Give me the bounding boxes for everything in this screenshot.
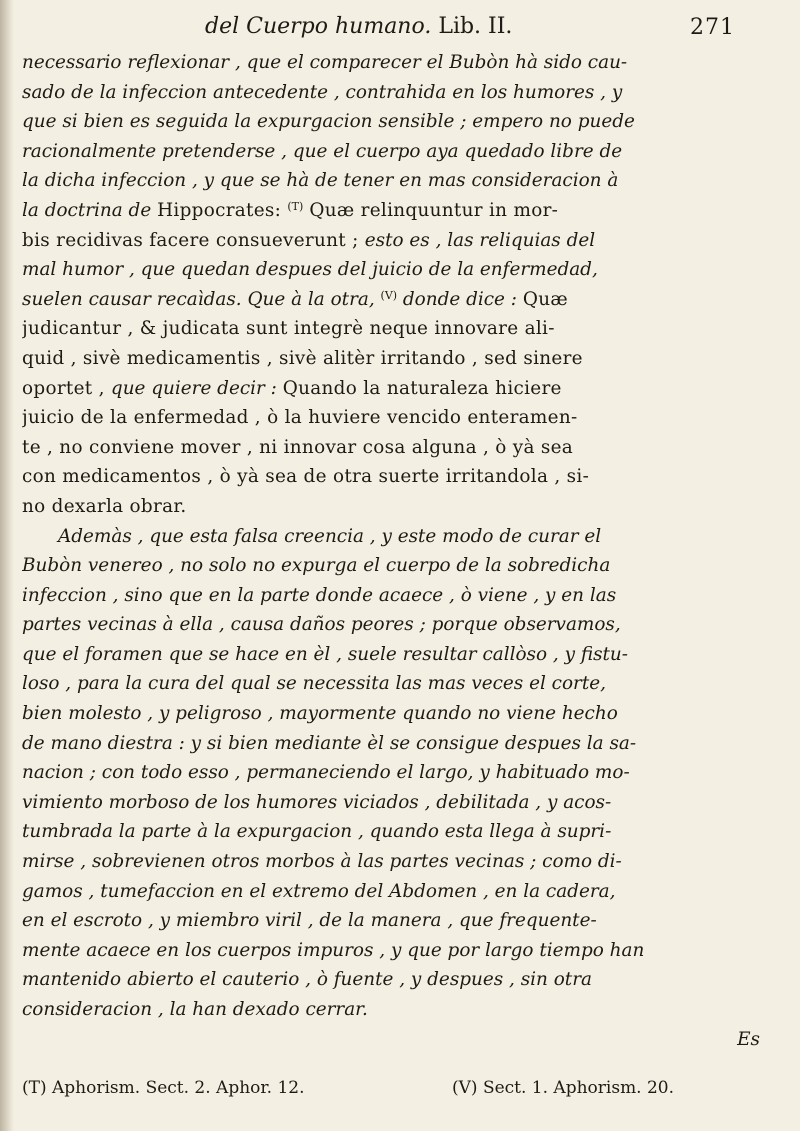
italic-text: suelen causar recaìdas. Que à la otra, <box>22 288 381 310</box>
text-line <box>22 640 774 670</box>
text-line <box>22 906 774 936</box>
italic-text: bien molesto , y peligroso , mayormente quando no viene hecho <box>22 703 618 725</box>
text-line <box>22 877 774 907</box>
italic-text: mirse , sobrevienen otros morbos à las partes vecinas ; como di- <box>22 851 622 873</box>
italic-text: en el escroto , y miembro viril , de la manera , que frequente- <box>22 910 597 932</box>
footnote-marker: (T) <box>287 199 304 213</box>
italic-text: consideracion , la han dexado cerrar. <box>22 999 368 1020</box>
italic-text: de mano diestra : y si bien mediante èl se consigue despues la sa- <box>22 732 637 754</box>
roman-text: bis recidivas facere consueverunt ; <box>22 229 365 251</box>
text-line <box>22 285 774 315</box>
text-line <box>22 226 774 256</box>
page-gutter-shadow <box>0 0 14 1131</box>
text-line <box>22 462 774 492</box>
italic-text: Ademàs , que esta falsa creencia , y este modo de curar el <box>58 525 602 547</box>
roman-text: judicantur , & judicata sunt integrè neque innovare ali- <box>22 318 555 340</box>
text-line <box>22 699 774 729</box>
italic-text: mente acaece en los cuerpos impuros , y que por largo tiempo han <box>22 939 645 961</box>
roman-text: Quæ relinquuntur in mor- <box>303 199 559 221</box>
body-text <box>22 48 774 1054</box>
text-line <box>22 374 774 404</box>
text-line <box>22 48 774 78</box>
roman-text: Quando la naturaleza hiciere <box>282 377 562 399</box>
italic-text: la dicha infeccion , y que se hà de tener en mas consideracion à <box>22 170 619 192</box>
footnotes <box>22 1076 774 1100</box>
italic-text: partes vecinas à ella , causa daños peores ; porque observamos, <box>22 614 621 636</box>
italic-text: donde dice : <box>397 288 523 310</box>
text-line <box>22 403 774 433</box>
text-line <box>22 817 774 847</box>
text-line <box>22 936 774 966</box>
text-line <box>22 107 774 137</box>
text-line <box>22 788 774 818</box>
roman-text: oportet , <box>22 377 111 399</box>
roman-text: te , no conviene mover , ni innovar cosa alguna , ò yà sea <box>22 436 574 458</box>
italic-text: sado de la infeccion antecedente , contrahida en los humores , y <box>22 81 623 103</box>
footnote-marker: (V) <box>380 288 398 302</box>
italic-text: racionalmente pretenderse , que el cuerpo aya quedado libre de <box>22 140 623 162</box>
running-title-group <box>205 14 512 39</box>
italic-text: tumbrada la parte à la expurgacion , quando esta llega à supri- <box>22 821 612 843</box>
text-line <box>22 551 774 581</box>
footnote-v: (V) Sect. 1. Aphorism. 20. <box>452 1078 675 1098</box>
roman-text: Hippocrates: <box>157 199 288 221</box>
roman-text: con medicamentos , ò yà sea de otra suerte irritandola , si- <box>22 466 590 488</box>
italic-text: Es <box>737 1028 760 1050</box>
italic-text: necessario reflexionar , que el comparecer el Bubòn hà sido cau- <box>22 52 628 73</box>
italic-text: infeccion , sino que en la parte donde acaece , ò viene , y en las <box>22 584 617 606</box>
text-line <box>22 581 774 611</box>
text-line <box>22 166 774 196</box>
text-line <box>22 344 774 374</box>
italic-text: nacion ; con todo esso , permaneciendo el largo, y habituado mo- <box>22 762 630 784</box>
text-line <box>22 137 774 167</box>
footnote-t: (T) Aphorism. Sect. 2. Aphor. 12. <box>22 1078 305 1098</box>
italic-text: loso , para la cura del qual se necessita las mas veces el corte, <box>22 673 606 695</box>
italic-text: la doctrina de <box>22 199 158 221</box>
italic-text: gamos , tumefaccion en el extremo del Abdomen , en la cadera, <box>22 880 616 902</box>
text-line <box>22 965 774 995</box>
text-line <box>22 492 774 522</box>
italic-text: mantenido abierto el cauterio , ò fuente , y despues , sin otra <box>22 969 592 991</box>
text-line <box>22 433 774 463</box>
page-number: 271 <box>690 15 735 40</box>
italic-text: que el foramen que se hace en èl , suele resultar callòso , y fistu- <box>22 643 628 665</box>
italic-text: Bubòn venereo , no solo no expurga el cuerpo de la sobredicha <box>22 555 611 577</box>
italic-text: que si bien es seguida la expurgacion sensible ; empero no puede <box>22 111 635 133</box>
text-line <box>22 255 774 285</box>
text-line <box>22 847 774 877</box>
text-line <box>22 995 774 1025</box>
italic-text: esto es , las reliquias del <box>364 229 596 251</box>
italic-text: que quiere decir : <box>110 377 283 399</box>
italic-text: vimiento morboso de los humores viciados , debilitada , y acos- <box>22 791 612 813</box>
running-header <box>0 14 800 48</box>
book-number: Lib. II. <box>438 14 513 39</box>
text-line <box>22 758 774 788</box>
roman-text: no dexarla obrar. <box>22 495 187 517</box>
roman-text: quid , sivè medicamentis , sivè alitèr irritando , sed sinere <box>22 347 583 369</box>
text-line <box>22 78 774 108</box>
text-line <box>22 522 774 552</box>
text-line <box>22 196 774 226</box>
roman-text: Quæ <box>522 288 568 310</box>
text-line <box>22 669 774 699</box>
text-line <box>22 314 774 344</box>
running-title: del Cuerpo humano. <box>205 14 432 39</box>
italic-text: mal humor , que quedan despues del juicio de la enfermedad, <box>22 259 598 281</box>
roman-text: juicio de la enfermedad , ò la huviere vencido enteramen- <box>22 407 578 429</box>
text-line <box>22 729 774 759</box>
catchword <box>22 1025 774 1055</box>
text-line <box>22 610 774 640</box>
